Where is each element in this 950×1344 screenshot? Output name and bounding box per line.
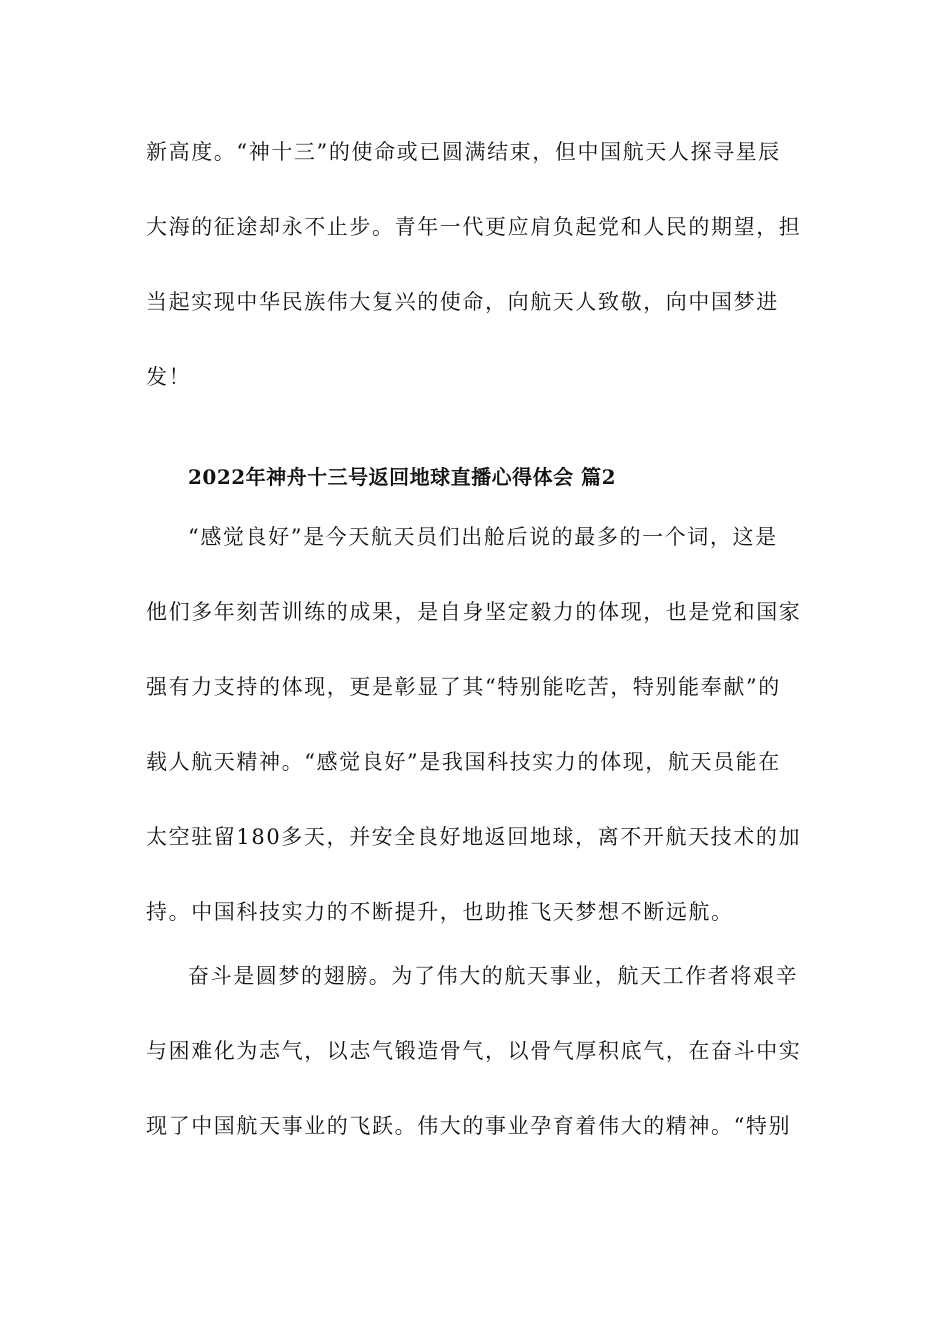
paragraph-line: 发！ <box>146 365 192 389</box>
paragraph-line: 奋斗是圆梦的翅膀。为了伟大的航天事业，航天工作者将艰辛 <box>188 964 799 988</box>
paragraph-line: 大海的征途却永不止步。青年一代更应肩负起党和人民的期望，担 <box>146 215 802 239</box>
paragraph-line: 持。中国科技实力的不断提升，也助推飞天梦想不断远航。 <box>146 900 734 924</box>
paragraph-line: 现了中国航天事业的飞跃。伟大的事业孕育着伟大的精神。“特别 <box>146 1114 792 1138</box>
paragraph-line: 载人航天精神。“感觉良好”是我国科技实力的体现，航天员能在 <box>146 750 781 774</box>
section-heading: 2022年神舟十三号返回地球直播心得体会 篇2 <box>188 465 617 489</box>
paragraph-line: “感觉良好”是今天航天员们出舱后说的最多的一个词，这是 <box>188 525 778 549</box>
paragraph-line: 强有力支持的体现，更是彰显了其“特别能吃苦，特别能奉献”的 <box>146 675 781 699</box>
paragraph-line: 他们多年刻苦训练的成果，是自身坚定毅力的体现，也是党和国家 <box>146 600 802 624</box>
paragraph-line: 新高度。“神十三”的使命或已圆满结束，但中国航天人探寻星辰 <box>146 140 781 164</box>
paragraph-line: 当起实现中华民族伟大复兴的使命，向航天人致敬，向中国梦进 <box>146 290 779 314</box>
paragraph-line: 太空驻留180多天，并安全良好地返回地球，离不开航天技术的加 <box>146 825 802 849</box>
paragraph-line: 与困难化为志气，以志气锻造骨气，以骨气厚积底气，在奋斗中实 <box>146 1039 802 1063</box>
